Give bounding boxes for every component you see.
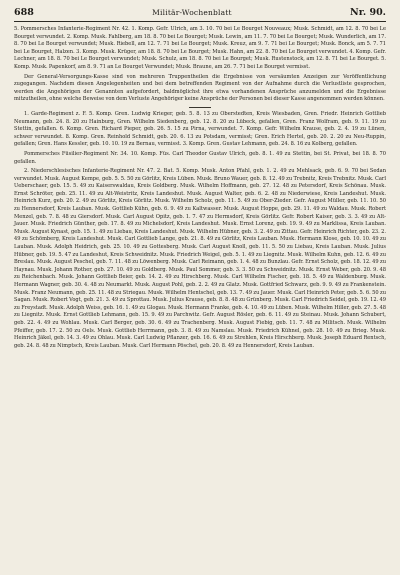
issue-number: Nr. 90. [350,7,386,18]
journal-title: Militär-Wochenblatt [152,8,232,17]
text-paragraph: 1. Garde-Regiment z. F. 5. Komp. Gren. Ludwig Krieger, geb. 5. 8. 13 zu Oberstedten, Kreis Wiesbaden, Gren. Friedr. Heinrich Gottlieb Neumann, geb. 24. 8. 20 zu Hainburg, Gren. Wilhelm Siedenberg, geb. 12. 8. 20 zu Lübeck, gefallen, Gren. Franz Wolfram, geb. 9. 11. 19 zu Stettin, gefallen. 6. Komp. Gren. Richard Pieper, geb. 26. 5. 15 zu Pirna, verwundet. 7. Komp. Gefr. Wilhelm Krause, geb. 2. 4. 19 zu Lünen, schwer verwundet. 8. Komp. Gren. Reinhold Schmidt, geb. 20. 6. 13 zu Potsdam, vermisst; Gren. Erich Hertel, geb. 20. 2. 20 zu Neu-Ruppin, gefallen; Gren. Hans Kessler, geb. 10. 10. 19 zu Bernau, vermisst. 3. Komp. Gren. Gustav Lehmann, geb. 24. 8. 16 zu Kolberg, gefallen. [14,110,386,148]
text-paragraph: Der General-Versorgungs-Kasse sind von mehreren Truppentheilen die Ergebnisse von versäumten Anzeigen zur Veröffentlichung zugegangen. Nachdem diesen Angelegenheiten und bei dem betreffenden Regiment von der Aufnahme durch die Verlustliste gesprochen, werden die Angehörigen der Genannten aufgefordert, baldmöglichst ihre etwa vorhandenen Ansprüche anzumelden und die Ergebnisse mitzutheilen, ohne welche Beweise von dem Verluste Angehöriger keine Ansprüche der Personen bei dieser Kasse angenommen werden können. [14,73,386,103]
header-rule [14,21,386,22]
page-number: 688 [14,7,34,18]
document-body [14,26,386,350]
section-divider [189,107,211,108]
text-paragraph: 5. Pommersches Infanterie-Regiment Nr. 42. 1. Komp. Gefr. Ulrich, am 3. 10. 70 bei Le Bourget Nouveaux; Musk. Schmidt, am 12. 8. 70 bei Le Bourget verwundet. 2. Komp. Musk. Fahlberg, am 18. 8. 70 bei Le Bourget; Musk. Lewin, am 11. 7. 70 bei Le Bourget; Musk. Wunderlich, am 17. 8. 70 bei Le Bourget verwundet; Musk. Riebell, am 12. 7. 71 bei Le Bourget; Musk. Kreuz, am 9. 7. 71 bei Le Bourget; Musk. Bonck, am 5. 7. 71 bei Le Bourget, Halzen. 3. Komp. Musk. Krüger, am 18. 8. 70 bei Le Bourget; Musk. Hahn, am 22. 8. 70 bei Le Bourget verwundet. 4. Komp. Gefr. Lechner, am 18. 8. 70 bei Le Bourget verwundet; Musk. Schulz, am 18. 8. 70 bei Le Bourget; Musk. Rustenstock, am 12. 8. 71 bei Le Bourget. 5. Komp. Musk. Papenkorf, am 8. 9. 71 an Le Bourget Verwundet; Musk. Braune, am 26. 7. 71 bei Le Bourget vermisst. [14,26,386,70]
text-paragraph: Pommersches Füsilier-Regiment Nr. 34. 10. Komp. Füs. Carl Theodor Gustav Ulrich, geb. 8. 1. 49 zu Stettin, bei St. Privat, bei 18. 8. 70 gefallen. [14,150,386,165]
page-header [14,6,386,19]
text-paragraph: 2. Niederschlesisches Infanterie-Regiment Nr. 47. 2. Bat. 5. Komp. Musk. Anton Pfahl, geb. 1. 2. 49 zu Mehlsack, geb. 6. 9. 70 bei Sedan verwundet. Musk. August Kempe, geb. 5. 5. 50 zu Görlitz, Kreis Lüben. Musk. Bruno Wauer, geb. 8. 12. 49 zu Trebnitz, Kreis Trebnitz. Musk. Carl Ueberschaer, geb. 15. 5. 49 zu Kaiserswaldau, Kreis Goldberg. Musk. Wilhelm Hoffmann, geb. 27. 12. 48 zu Petersdorf, Kreis Schönau. Musk. Ernst Schröter, geb. 25. 11. 49 zu Alt-Weistritz, Kreis Landeshut. Musk. August Walter, geb. 6. 2. 48 zu Niederwiese, Kreis Landeshut. Musk. Heinrich Kurz, geb. 20. 2. 49 zu Görlitz, Kreis Görlitz. Musk. Wilhelm Scholz, geb. 11. 5. 49 zu Ober-Zieder. Gefr. August Müller, geb. 11. 10. 50 zu Hennersdorf, Kreis Lauban. Musk. Gottlieb Kühn, geb. 6. 9. 49 zu Kaltwasser. Musk. August Hoppe, geb. 29. 11. 49 zu Waldau. Musk. Robert Menzel, geb. 7. 8. 48 zu Giersdorf. Musk. Carl August Opitz, geb. 1. 7. 47 zu Hermsdorf, Kreis Görlitz. Gefr. Robert Kaiser, geb. 3. 3. 49 zu Alt-Jauer. Musk. Friedrich Günther, geb. 17. 8. 49 zu Michelsdorf, Kreis Landeshut. Musk. Ernst Lorenz, geb. 19. 9. 49 zu Marklissa, Kreis Lauban. Musk. August Kynast, geb. 15. 1. 49 zu Liebau, Kreis Landeshut. Musk. Wilhelm Hübner, geb. 3. 2. 49 zu Zittau. Gefr. Heinrich Richter, geb. 23. 2. 49 zu Schömberg, Kreis Landeshut. Musk. Carl Gottlieb Lange, geb. 21. 8. 49 zu Görlitz, Kreis Lauban. Musk. Hermann Klose, geb. 10. 10. 49 zu Lauban. Musk. Adolph Heidrich, geb. 25. 10. 49 zu Gottesberg. Musk. Carl August Knoll, geb. 11. 5. 50 zu Liebau, Kreis Lauban. Musk. Julius Hübner, geb. 19. 5. 47 zu Landeshut, Kreis Schweidnitz. Musk. Friedrich Weigel, geb. 5. 1. 49 zu Liegnitz. Musk. Wilhelm Kuhn, geb. 12. 6. 49 zu Breslau. Musk. August Peschel, geb. 7. 11. 48 zu Löwenberg. Musk. Carl Reimann, geb. 1. 4. 48 zu Bunzlau. Gefr. Ernst Scholz, geb. 18. 12. 49 zu Haynau. Musk. Johann Rother, geb. 27. 10. 49 zu Goldberg. Musk. Paul Sommer, geb. 3. 3. 50 zu Schweidnitz. Musk. Ernst Weber, geb. 20. 9. 48 zu Reichenbach. Musk. Johann Gottlieb Beier, geb. 14. 2. 49 zu Hirschberg. Musk. Carl Wilhelm Fischer, geb. 18. 5. 49 zu Waldenburg. Musk. Hermann Wagner, geb. 30. 4. 48 zu Neumarkt. Musk. August Pohl, geb. 2. 2. 49 zu Glatz. Musk. Gottfried Schwarz, geb. 9. 9. 49 zu Frankenstein. Musk. Franz Neumann, geb. 25. 11. 48 zu Striegau. Musk. Wilhelm Hentschel, geb. 13. 7. 49 zu Jauer. Musk. Carl Heinrich Peter, geb. 5. 6. 50 zu Sagan. Musk. Robert Vogt, geb. 21. 3. 49 zu Sprottau. Musk. Julius Krause, geb. 8. 8. 48 zu Grünberg. Musk. Carl Friedrich Seidel, geb. 19. 12. 49 zu Freystadt. Musk. Adolph Weiss, geb. 16. 1. 49 zu Glogau. Musk. Hermann Franke, geb. 4. 10. 49 zu Lüben. Musk. Wilhelm Hiller, geb. 27. 5. 48 zu Liegnitz. Musk. Ernst Gottlieb Lehmann, geb. 15. 9. 49 zu Parchwitz. Gefr. August Rösler, geb. 6. 11. 49 zu Steinau. Musk. Johann Schubert, geb. 22. 4. 49 zu Wohlau. Musk. Carl Berger, geb. 30. 6. 49 zu Trachenberg. Musk. August Fiebig, geb. 11. 7. 48 zu Militsch. Musk. Wilhelm Pfeiffer, geb. 17. 2. 50 zu Oels. Musk. Gottlieb Herrmann, geb. 3. 8. 49 zu Namslau. Musk. Friedrich Kühnel, geb. 28. 10. 49 zu Brieg. Musk. Heinrich Jäkel, geb. 14. 3. 49 zu Ohlau. Musk. Carl Ludwig Pflanzer, geb. 16. 6. 49 zu Strehlen, Kreis Hirschberg. Musk. Joseph Eduard Rentsch, geb. 24. 8. 48 zu Nimptsch, Kreis Lauban. Musk. Carl Hermann Pöschel, geb. 20. 8. 49 zu Hennersdorf, Kreis Lauban. [14,168,386,349]
